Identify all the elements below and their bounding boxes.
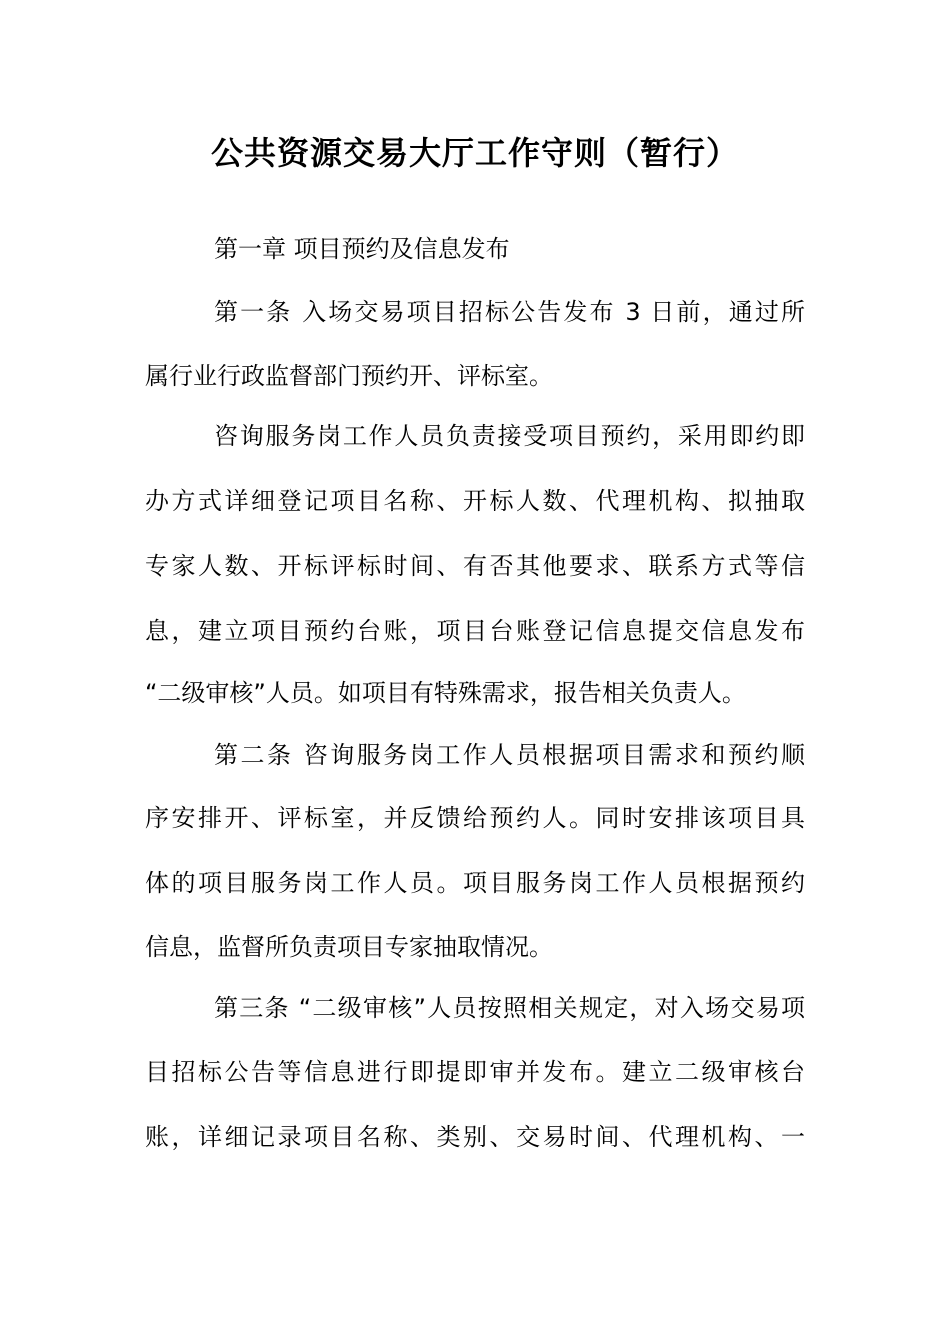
paragraph-line: 咨询服务岗工作人员负责接受项目预约，采用即约即 (214, 422, 805, 450)
paragraph-line: 体的项目服务岗工作人员。项目服务岗工作人员根据预约 (145, 869, 805, 897)
paragraph-line: 专家人数、开标评标时间、有否其他要求、联系方式等信 (145, 552, 805, 580)
document-title: 公共资源交易大厅工作守则（暂行） (210, 134, 739, 172)
paragraph-line: 账，详细记录项目名称、类别、交易时间、代理机构、一 (145, 1123, 805, 1151)
paragraph-line: 信息，监督所负责项目专家抽取情况。 (145, 933, 553, 961)
paragraph-line: 第三条 “二级审核”人员按照相关规定，对入场交易项 (214, 994, 805, 1022)
paragraph-line: 办方式详细登记项目名称、开标人数、代理机构、拟抽取 (145, 487, 805, 515)
paragraph-line: “二级审核”人员。如项目有特殊需求，报告相关负责人。 (145, 679, 746, 707)
paragraph-line: 属行业行政监督部门预约开、评标室。 (145, 362, 553, 390)
paragraph-line: 第二条 咨询服务岗工作人员根据项目需求和预约顺 (214, 741, 805, 769)
paragraph-line: 息，建立项目预约台账，项目台账登记信息提交信息发布 (145, 617, 805, 645)
chapter-heading: 第一章 项目预约及信息发布 (214, 235, 510, 263)
paragraph-line: 第一条 入场交易项目招标公告发布 3 日前，通过所 (214, 298, 805, 326)
paragraph-line: 序安排开、评标室，并反馈给预约人。同时安排该项目具 (145, 804, 805, 832)
paragraph-line: 目招标公告等信息进行即提即审并发布。建立二级审核台 (145, 1058, 805, 1086)
